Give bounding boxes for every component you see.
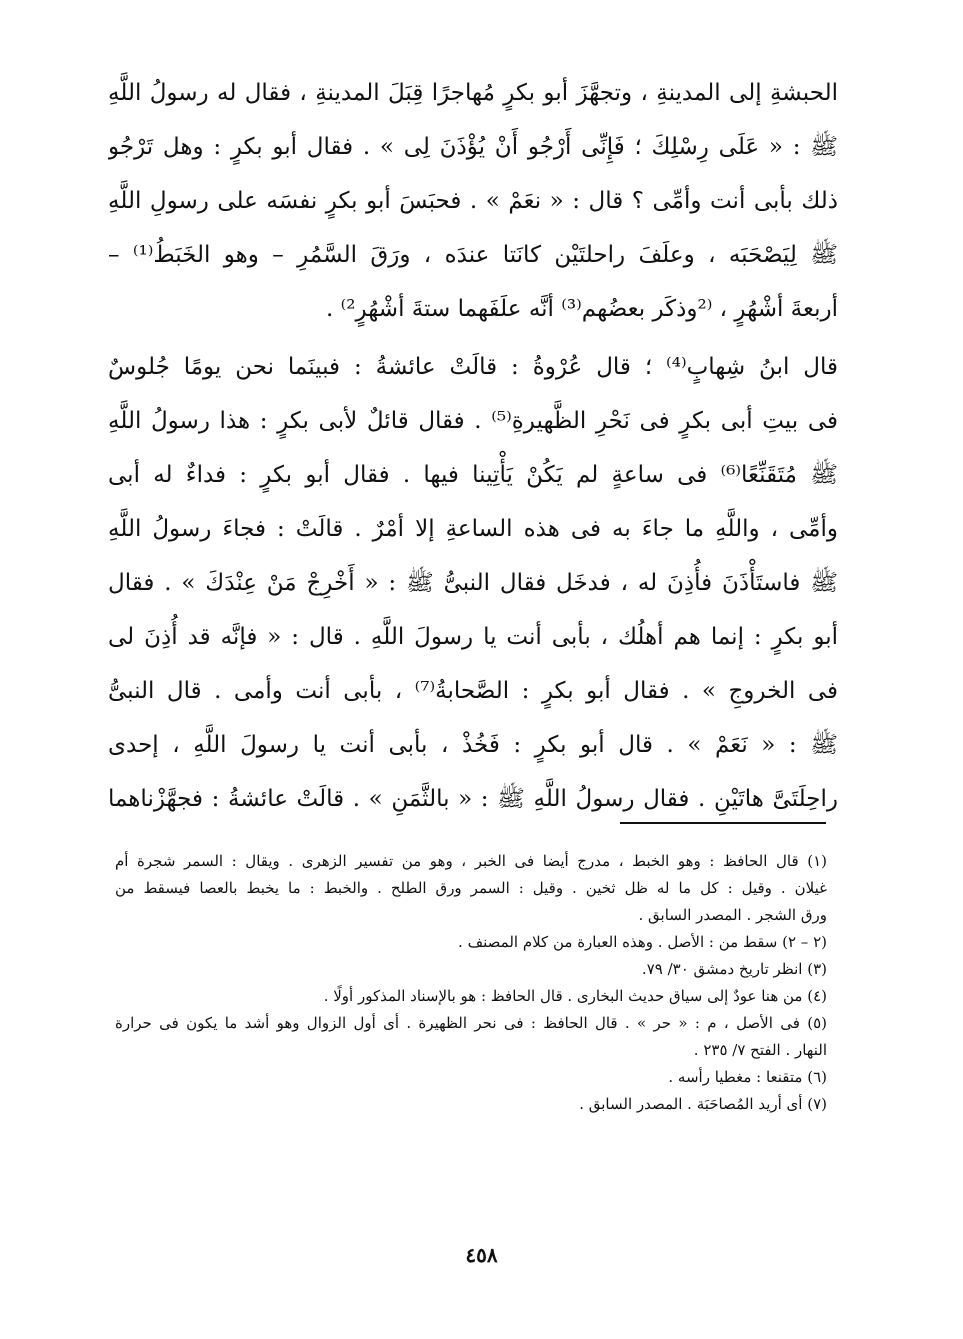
text-line: الحبشةِ إلى المدينةِ ، وتجهَّزَ أبو بكرٍ مُهاجرًا قِبَلَ المدينةِ ، فقال له رسولُ اللَّهِ: [108, 80, 838, 106]
text-line: ﷺ : « نَعَمْ » . قال أبو بكرٍ : فَخُذْ ، بأبى أنت يا رسولَ اللَّهِ ، إحدى: [108, 732, 838, 758]
footnote-line: (٥) فى الأصل ، م : « حر » . قال الحافظ : فى نحر الظهيرة . أى أول الزوال وهو أشد ما يكون فى حرارة: [115, 1014, 827, 1032]
text-line: ﷺ مُتَقَنِّعًا⁽⁶⁾ فى ساعةٍ لم يَكُنْ يَأْتِينا فيها . فقال أبو بكرٍ : فداءٌ له أبى: [108, 462, 838, 488]
text-line: ﷺ : « عَلَى رِسْلِكَ ؛ فَإِنِّى أَرْجُو أَنْ يُؤْذَنَ لِى » . فقال أبو بكرٍ : وهل تَرْجُو: [108, 134, 838, 160]
text-line: فى الخروجِ » . فقال أبو بكرٍ : الصَّحابةُ⁽⁷⁾ ، بأبى أنت وأمى . قال النبىُّ: [108, 678, 838, 704]
text-line: وأمِّى ، واللَّهِ ما جاءَ به فى هذه الساعةِ إلا أمْرٌ . قالَتْ : فجاءَ رسولُ اللَّهِ: [108, 516, 838, 542]
footnote-line: (٧) أى أريد المُصاحَبَة . المصدر السابق .: [579, 1095, 827, 1113]
footnote-line: النهار . الفتح ٧/ ٢٣٥ .: [693, 1041, 827, 1059]
footnote-line: ورق الشجر . المصدر السابق .: [638, 906, 827, 924]
footnotes: [115, 848, 827, 1118]
text-line: راحِلَتَىَّ هاتَيْنِ . فقال رسولُ اللَّهِ ﷺ : « بالثَّمَنِ » . قالَتْ عائشةُ : فجهَّزْناهما: [108, 786, 838, 812]
text-line: ذلك بأبى أنت وأمِّى ؟ قال : « نعَمْ » . فحبَسَ أبو بكرٍ نفسَه على رسولِ اللَّهِ: [108, 188, 838, 214]
text-line: فى بيتِ أبى بكرٍ فى نَحْرِ الظَّهيرةِ⁽⁵⁾ . فقال قائلٌ لأبى بكرٍ : هذا رسولُ اللَّهِ: [108, 408, 838, 434]
footnote-line: (١) قال الحافظ : وهو الخبط ، مدرج أيضا فى الخبر ، وهو من تفسير الزهرى . ويقال : السمر شجرة أم: [115, 852, 827, 870]
footnote-separator: [620, 822, 826, 824]
main-text: [108, 66, 838, 826]
text-line: ﷺ فاستَأْذَنَ فأُذِنَ له ، فدخَل فقال النبىُّ ﷺ : « أَخْرِجْ مَنْ عِنْدَكَ » . فقال: [108, 570, 838, 596]
footnote-line: (٦) متقنعا : مغطيا رأسه .: [668, 1068, 827, 1086]
page-number: ٤٥٨: [465, 1243, 498, 1267]
text-line: قال ابنُ شِهابٍ⁽⁴⁾ ؛ قال عُرْوةُ : قالَتْ عائشةُ : فبينَما نحن يومًا جُلوسٌ: [108, 354, 838, 380]
footnote-line: (٤) من هنا عودٌ إلى سياق حديث البخارى . قال الحافظ : هو بالإسناد المذكور أولًا .: [323, 987, 827, 1005]
footnote-line: غيلان . وقيل : كل ما له ظل ثخين . وقيل : السمر ورق الطلح . والخبط : ما يخبط بالعصا فيسقط من: [115, 879, 827, 897]
footnote-line: (٣) انظر تاريخ دمشق ٣٠/ ٧٩.: [641, 960, 827, 978]
text-line: أربعةَ أشْهُرٍ ، ⁽²وذكَر بعضُهم⁽³⁾ أنَّه علَفَهما ستةَ أشْهُرٍ²⁾ .: [326, 296, 838, 322]
text-line: ﷺ لِيَصْحَبَه ، وعلَفَ راحلتَيْن كانَتا عندَه ، ورَقَ السَّمُرِ – وهو الخَبَطُ⁽¹⁾ –: [108, 242, 838, 268]
text-line: أبو بكرٍ : إنما هم أهلُك ، بأبى أنت يا رسولَ اللَّهِ . قال : « فإنَّه قد أُذِنَ لى: [108, 624, 838, 650]
footnote-line: (٢ – ٢) سقط من : الأصل . وهذه العبارة من كلام المصنف .: [458, 933, 827, 951]
